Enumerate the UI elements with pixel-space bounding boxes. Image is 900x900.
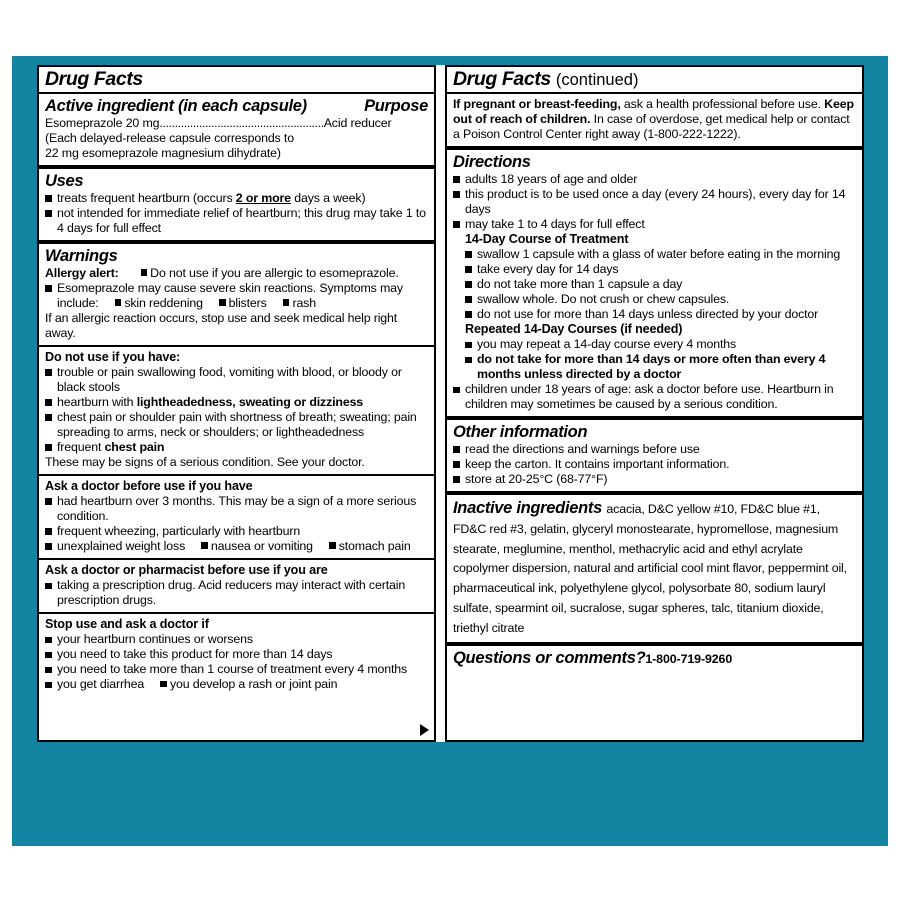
ask-doctor-item-b: nausea or vomiting	[210, 538, 313, 553]
uses-bullet-1-pre: treats frequent heartburn (occurs	[57, 190, 236, 205]
skin-reaction-bullet	[45, 281, 428, 311]
uses-bullet-2: not intended for immediate relief of heartburn; this drug may take 1 to 4 days for full effect	[45, 206, 428, 236]
other-information-section	[447, 416, 862, 491]
bullet-square-icon	[329, 542, 336, 549]
symptom-3: rash	[292, 295, 316, 310]
do-not-use-heading: Do not use if you have:	[45, 349, 181, 364]
inactive-ingredients-section	[447, 491, 862, 642]
ask-doctor-section	[39, 474, 434, 558]
allergy-alert-label: Allergy alert:	[45, 265, 119, 280]
repeat-bullet-1: you may repeat a 14-day course every 4 months	[465, 337, 856, 352]
active-ingredient-line	[45, 116, 428, 131]
purpose-value: Acid reducer	[323, 115, 392, 130]
right-column-spacer	[447, 673, 862, 740]
leader-dots: ......................................................	[159, 115, 324, 130]
ingredient-name: Esomeprazole 20 mg	[45, 115, 160, 130]
directions-section	[447, 146, 862, 416]
drug-facts-title-text-right: Drug Facts	[453, 68, 551, 90]
allergy-alert-text: Do not use if you are allergic to esomeprazole.	[150, 265, 399, 280]
dnu2-emphasis: lightheadedness, sweating or dizziness	[136, 394, 364, 409]
other-information-list	[453, 442, 856, 487]
course-bullet-4: swallow whole. Do not crush or chew capsules.	[465, 292, 856, 307]
uses-bullet-1-emphasis: 2 or more	[235, 190, 291, 205]
do-not-use-section	[39, 345, 434, 474]
active-ingredient-heading-row	[45, 97, 428, 116]
warnings-heading: Warnings	[45, 246, 118, 265]
ask-doctor-bullet-1: had heartburn over 3 months. This may be a sign of a more serious condition.	[45, 494, 428, 524]
bullet-square-icon	[201, 542, 208, 549]
ask-doctor-bullet-3	[45, 539, 428, 554]
bullet-square-icon	[160, 681, 167, 688]
directions-children-list	[453, 382, 856, 412]
drug-facts-label-card	[37, 65, 864, 742]
stop-use-bullet-1: your heartburn continues or worsens	[45, 632, 428, 647]
do-not-use-list	[45, 365, 428, 455]
keep-out-of-reach-label: Keep out of reach of children.	[453, 96, 854, 126]
stop-use-heading: Stop use and ask a doctor if	[45, 617, 209, 632]
bullet-square-icon	[115, 299, 122, 306]
directions-bullet-1: adults 18 years of age and older	[453, 172, 856, 187]
uses-bullet-1-post: days a week)	[290, 190, 366, 205]
left-column-spacer	[39, 696, 434, 740]
stop-use-section	[39, 612, 434, 696]
drug-facts-continued-label: (continued)	[555, 71, 639, 89]
symptom-1: skin reddening	[124, 295, 203, 310]
other-info-bullet-1: read the directions and warnings before use	[453, 442, 856, 457]
continuation-arrow-icon	[420, 724, 429, 736]
course-of-treatment-heading: 14-Day Course of Treatment	[465, 231, 629, 246]
ask-doctor-item-c: stomach pain	[338, 538, 411, 553]
symptom-2: blisters	[228, 295, 267, 310]
drug-facts-title-text: Drug Facts	[45, 68, 143, 90]
stop-use-item-a: you get diarrhea	[57, 677, 145, 692]
drug-facts-title-left	[39, 67, 434, 92]
active-ingredient-section	[39, 92, 434, 165]
do-not-use-bullet-4	[45, 440, 428, 455]
ask-pharmacist-heading: Ask a doctor or pharmacist before use if you are	[45, 562, 328, 577]
bullet-square-icon	[141, 269, 148, 276]
inactive-ingredients-text: acacia, D&C yellow #10, FD&C blue #1, FD&C red #3, gelatin, glyceryl monostearate, hypromellose, magnesium stearate, meglumine, menthol, methacrylic acid and ethyl acrylate copolymer dispersion, natural and artificial cool mint flavor, peppermint oil, pharmaceutical ink, polyethylene glycol, polysorbate 80, sodium lauryl sulfate, spearmint oil, sucralose, sugar spheres, talc, titanium dioxide, triethyl citrate	[453, 501, 847, 635]
ask-doctor-item-a: unexplained weight loss	[57, 538, 186, 553]
skin-reaction-list	[45, 281, 428, 311]
repeated-courses-heading: Repeated 14-Day Courses (if needed)	[465, 321, 683, 336]
other-information-heading: Other information	[453, 423, 588, 442]
questions-heading: Questions or comments?	[453, 648, 646, 667]
directions-bullet-4: children under 18 years of age: ask a doctor before use. Heartburn in children may sometimes be caused by a serious condition.	[453, 382, 856, 412]
serious-condition-note: These may be signs of a serious condition. See your doctor.	[45, 454, 365, 469]
keep-out-of-reach-text: In case of overdose, get medical help or contact a Poison Control Center right away (1-800-222-1222).	[453, 111, 850, 141]
do-not-use-bullet-3: chest pain or shoulder pain with shortness of breath; sweating; pain spreading to arms, neck or shoulders; or lightheadedness	[45, 410, 428, 440]
stop-use-bullet-2: you need to take this product for more than 14 days	[45, 647, 428, 662]
purpose-heading: Purpose	[364, 96, 428, 115]
dnu4-emphasis: chest pain	[104, 439, 165, 454]
active-ingredient-note-line2: 22 mg esomeprazole magnesium dihydrate)	[45, 145, 281, 160]
uses-bullet-1	[45, 191, 428, 206]
repeated-courses-list	[453, 337, 856, 382]
ask-doctor-bullet-2: frequent wheezing, particularly with heartburn	[45, 524, 428, 539]
bullet-square-icon	[219, 299, 226, 306]
stop-use-bullet-3: you need to take more than 1 course of treatment every 4 months	[45, 662, 428, 677]
uses-list	[45, 191, 428, 236]
pregnancy-warning-text	[453, 97, 856, 142]
ask-doctor-heading: Ask a doctor before use if you have	[45, 478, 253, 493]
skin-reaction-text: Esomeprazole may cause severe skin reactions. Symptoms may include:	[57, 280, 403, 310]
directions-bullet-2: this product is to be used once a day (every 24 hours), every day for 14 days	[453, 187, 856, 217]
allergic-reaction-note: If an allergic reaction occurs, stop use and seek medical help right away.	[45, 310, 398, 340]
bullet-square-icon	[283, 299, 290, 306]
drug-facts-left-column	[37, 65, 436, 742]
stop-use-bullet-4	[45, 677, 428, 692]
ask-doctor-list	[45, 494, 428, 554]
inactive-ingredients-heading: Inactive ingredients	[453, 498, 602, 517]
ask-pharmacist-list	[45, 578, 428, 608]
course-bullet-3: do not take more than 1 capsule a day	[465, 277, 856, 292]
stop-use-item-b: you develop a rash or joint pain	[169, 677, 338, 692]
directions-bullet-3: may take 1 to 4 days for full effect	[453, 217, 856, 232]
uses-section	[39, 165, 434, 240]
course-bullet-5: do not use for more than 14 days unless directed by your doctor	[465, 307, 856, 322]
allergy-alert-row	[45, 266, 428, 281]
active-ingredient-heading: Active ingredient (in each capsule)	[45, 96, 307, 115]
ask-pharmacist-section	[39, 558, 434, 612]
course-of-treatment-list	[453, 247, 856, 322]
drug-facts-title-right	[447, 67, 862, 92]
other-info-bullet-2: keep the carton. It contains important information.	[453, 457, 856, 472]
directions-heading: Directions	[453, 152, 531, 171]
pregnancy-warning-section	[447, 92, 862, 146]
drug-facts-right-column	[445, 65, 864, 742]
course-bullet-2: take every day for 14 days	[465, 262, 856, 277]
dnu2-pre: heartburn with	[57, 394, 137, 409]
course-bullet-1: swallow 1 capsule with a glass of water before eating in the morning	[465, 247, 856, 262]
do-not-use-bullet-1: trouble or pain swallowing food, vomiting with blood, or bloody or black stools	[45, 365, 428, 395]
do-not-use-bullet-2	[45, 395, 428, 410]
questions-section	[447, 642, 862, 673]
dnu4-pre: frequent	[57, 439, 105, 454]
stop-use-list	[45, 632, 428, 692]
other-info-bullet-3: store at 20-25°C (68-77°F)	[453, 472, 856, 487]
pregnant-label: If pregnant or breast-feeding,	[453, 96, 621, 111]
uses-heading: Uses	[45, 171, 84, 190]
warnings-section	[39, 240, 434, 345]
repeat-bullet-2: do not take for more than 14 days or more often than every 4 months unless directed by a doctor	[465, 352, 856, 382]
pregnant-text: ask a health professional before use.	[620, 96, 821, 111]
questions-phone-number: 1-800-719-9260	[645, 651, 733, 666]
active-ingredient-note-line1: (Each delayed-release capsule corresponds to	[45, 130, 294, 145]
directions-list	[453, 172, 856, 232]
ask-pharmacist-bullet-1: taking a prescription drug. Acid reducers may interact with certain prescription drugs.	[45, 578, 428, 608]
